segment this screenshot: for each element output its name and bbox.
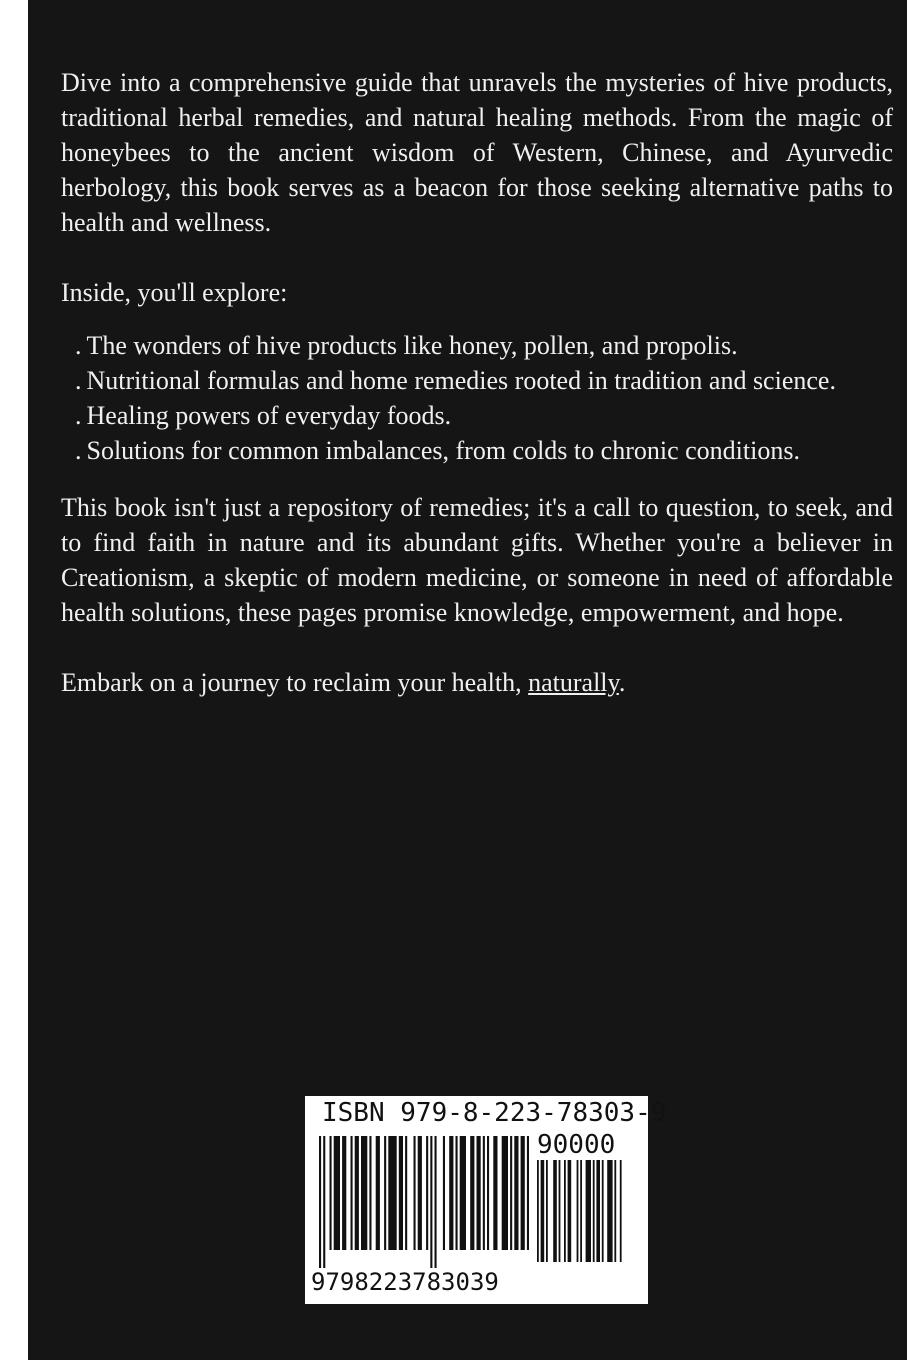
list-item: . Solutions for common imbalances, from colds to chronic conditions. — [75, 436, 800, 465]
body-paragraph: This book isn't just a repository of remedies; it's a call to question, to seek, and to find faith in nature and its abundant gifts. Whether you're a believer in Creationism, a skeptic of modern medicine, or someone in need of affordable health solutions, these pages promise knowledge, empowerment, and hope. — [61, 493, 893, 627]
bullet-icon: . — [75, 436, 82, 465]
back-cover — [28, 0, 907, 1360]
list-item: . The wonders of hive products like honey, pollen, and propolis. — [75, 331, 738, 360]
isbn-label: ISBN 979-8-223-78303-9 — [322, 1098, 667, 1128]
bullet-icon: . — [75, 401, 82, 430]
description-block — [61, 65, 893, 700]
bullet-icon: . — [75, 366, 82, 395]
underlined-word: naturally — [528, 668, 619, 697]
bullet-icon: . — [75, 331, 82, 360]
price-code: 90000 — [537, 1130, 616, 1160]
feature-list — [61, 328, 893, 468]
list-item: . Nutritional formulas and home remedies rooted in tradition and science. — [75, 366, 836, 395]
list-item: . Healing powers of everyday foods. — [75, 401, 452, 430]
list-intro: Inside, you'll explore: — [61, 278, 288, 307]
closing-line: Embark on a journey to reclaim your health, naturally. — [61, 668, 626, 697]
intro-paragraph: Dive into a comprehensive guide that unravels the mysteries of hive products, traditional herbal remedies, and natural healing methods. From the magic of honeybees to the ancient wisdom of Western, Chinese, and Ayurvedic herbology, this book serves as a beacon for those seeking alternative paths to health and wellness. — [61, 68, 893, 237]
isbn-barcode — [305, 1096, 667, 1304]
addon-barcode-bars — [537, 1160, 635, 1264]
ean-barcode-bars — [319, 1136, 531, 1288]
ean-digits: 9798223783039 — [311, 1268, 499, 1296]
